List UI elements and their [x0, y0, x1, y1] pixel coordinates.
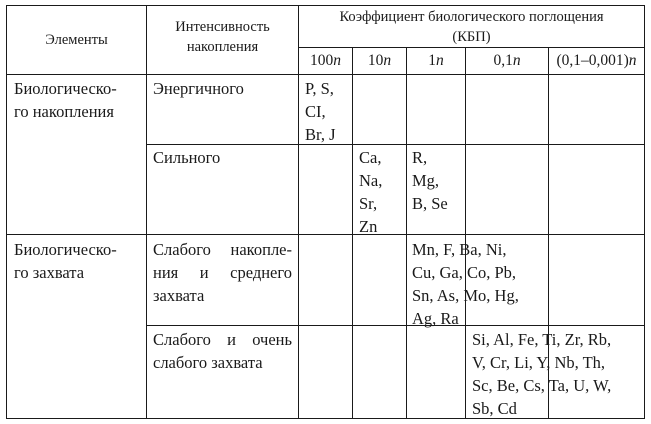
intensity-weak-capture — [153, 328, 292, 374]
intensity-weak-accumulation — [153, 238, 292, 307]
col-rule-elements — [146, 5, 147, 419]
cell-line: Br, J — [305, 125, 336, 144]
group-name-line1: Биологическо- — [14, 79, 117, 98]
cell-line: R, — [412, 148, 428, 167]
group-name-line1: Биологическо- — [14, 240, 117, 259]
cell-line: Ag, Ra — [412, 309, 459, 328]
header-1n: 1n — [428, 52, 444, 69]
header-01n: 0,1n — [493, 52, 521, 69]
intensity-line: захвата — [153, 286, 205, 305]
col-rule-right — [644, 5, 645, 419]
cell-weak-capture-01n — [472, 328, 642, 420]
cell-line: Mn, F, Ba, Ni, — [412, 240, 507, 259]
group-name-bio-accumulation — [14, 77, 144, 123]
intensity-line: Слабого и очень — [153, 330, 292, 349]
col-rule-left — [6, 5, 7, 419]
table-top-rule — [6, 5, 644, 6]
col-rule-10n — [406, 47, 407, 419]
header-intensity-line2: накопления — [186, 39, 259, 55]
cell-line: Sn, As, Mo, Hg, — [412, 286, 519, 305]
cell-line: Mg, — [412, 171, 440, 190]
intensity-strong — [153, 146, 295, 169]
cell-line: Sc, Be, Cs, Ta, U, W, — [472, 376, 612, 395]
cell-weak-accumulation-1n — [412, 238, 547, 330]
header-elements: Элементы — [45, 32, 108, 48]
cell-line: Zn — [359, 217, 378, 236]
row-rule-3 — [146, 325, 644, 326]
header-100n: 100n — [310, 52, 341, 69]
row-rule-1 — [146, 144, 644, 145]
header-10n: 10n — [367, 52, 392, 69]
group-name-line2: го захвата — [14, 263, 85, 282]
intensity-line: Слабого накопле- — [153, 240, 292, 259]
cell-line: CI, — [305, 102, 326, 121]
cell-strong-1n — [412, 146, 464, 215]
intensity-line: ния и среднего — [153, 263, 292, 282]
intensity-line: Энергичного — [153, 79, 244, 98]
cell-line: Si, Al, Fe, Ti, Zr, Rb, — [472, 330, 612, 349]
header-intensity — [147, 17, 298, 57]
cell-line: B, Se — [412, 194, 448, 213]
header-range-n: (0,1–0,001)n — [556, 52, 637, 69]
intensity-line: слабого захвата — [153, 353, 263, 372]
col-rule-100n — [352, 47, 353, 419]
col-rule-1n — [465, 47, 466, 419]
cell-line: P, S, — [305, 79, 334, 98]
header-kbp — [299, 7, 644, 47]
group-name-line2: го накопления — [14, 102, 114, 121]
header-intensity-line1: Интенсивность — [175, 19, 270, 35]
group-name-bio-capture — [14, 238, 144, 284]
cell-line: V, Cr, Li, Y, Nb, Th, — [472, 353, 606, 372]
cell-energetic-100n — [305, 77, 351, 146]
cell-line: Sb, Cd — [472, 399, 517, 418]
header-kbp-line2: (КБП) — [452, 29, 491, 45]
cell-line: Cu, Ga, Co, Pb, — [412, 263, 517, 282]
intensity-line: Сильного — [153, 148, 221, 167]
cell-line: Sr, — [359, 194, 378, 213]
cell-line: Ca, — [359, 148, 382, 167]
cell-strong-10n — [359, 146, 405, 238]
intensity-energetic — [153, 77, 295, 100]
header-kbp-line1: Коэффициент биологического поглощения — [339, 9, 604, 25]
cell-line: Na, — [359, 171, 383, 190]
